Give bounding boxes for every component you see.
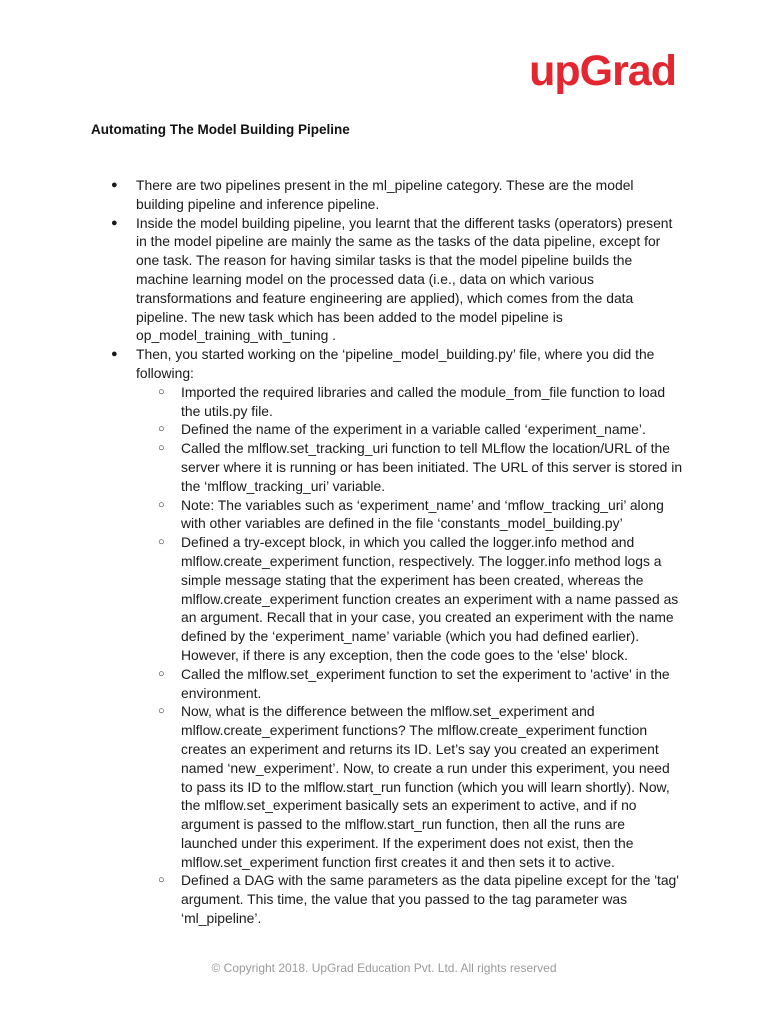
sub-list-item: ○ Imported the required libraries and called the module_from_file function to load the utils.py file. [181, 383, 683, 421]
sub-list-item: ○ Called the mlflow.set_experiment function to set the experiment to 'active' in the environment. [181, 665, 683, 703]
sub-list-item: ○ Called the mlflow.set_tracking_uri function to tell MLflow the location/URL of the server where it is running or has been initiated. The URL of this server is stored in the ‘mlflow_tracking_uri’ variable. [181, 439, 683, 495]
sub-bullet-list [136, 383, 683, 928]
sub-list-item: ○ Note: The variables such as ‘experiment_name’ and ‘mflow_tracking_uri’ along with other variables are defined in the file ‘constants_model_building.py’ [181, 496, 683, 534]
sub-list-item: ○ Defined a try-except block, in which you called the logger.info method and mlflow.create_experiment function, respectively. The logger.info method logs a simple message stating that the experiment has been created, whereas the mlflow.create_experiment function creates an experiment with a name passed as an argument. Recall that in your case, you created an experiment with the name defined by the ‘experiment_name’ variable (which you had defined earlier). However, if there is any exception, then the code goes to the 'else' block. [181, 533, 683, 665]
sub-list-item: ○ Defined a DAG with the same parameters as the data pipeline except for the 'tag' argument. This time, the value that you passed to the tag parameter was ‘ml_pipeline’. [181, 871, 683, 927]
list-item-text: Then, you started working on the ‘pipeline_model_building.py’ file, where you did the following: [136, 346, 655, 381]
sub-list-item: ○ Defined the name of the experiment in a variable called ‘experiment_name’. [181, 420, 683, 439]
copyright-footer: © Copyright 2018. UpGrad Education Pvt. Ltd. All rights reserved [211, 961, 557, 975]
page-title: Automating The Model Building Pipeline [91, 122, 350, 137]
list-item: ● There are two pipelines present in the ml_pipeline category. These are the model building pipeline and inference pipeline. [136, 176, 683, 214]
list-item: ● Inside the model building pipeline, you learnt that the different tasks (operators) present in the model pipeline are mainly the same as the tasks of the data pipeline, except for one task. The reason for having similar tasks is that the model pipeline builds the machine learning model on the processed data (i.e., data on which various transformations and feature engineering are applied), which comes from the data pipeline. The new task which has been added to the model pipeline is op_model_training_with_tuning . [136, 214, 683, 346]
document-body [91, 176, 683, 928]
bullet-list [91, 176, 683, 928]
list-item [136, 345, 683, 928]
sub-list-item: ○ Now, what is the difference between the mlflow.set_experiment and mlflow.create_experiment functions? The mlflow.create_experiment function creates an experiment and returns its ID. Let’s say you created an experiment named ‘new_experiment’. Now, to create a run under this experiment, you need to pass its ID to the mlflow.start_run function (which you will learn shortly). Now, the mlflow.set_experiment basically sets an experiment to active, and if no argument is passed to the mlflow.start_run function, then all the runs are launched under this experiment. If the experiment does not exist, then the mlflow.set_experiment function first creates it and then sets it to active. [181, 702, 683, 871]
upgrad-logo: upGrad [529, 47, 676, 95]
